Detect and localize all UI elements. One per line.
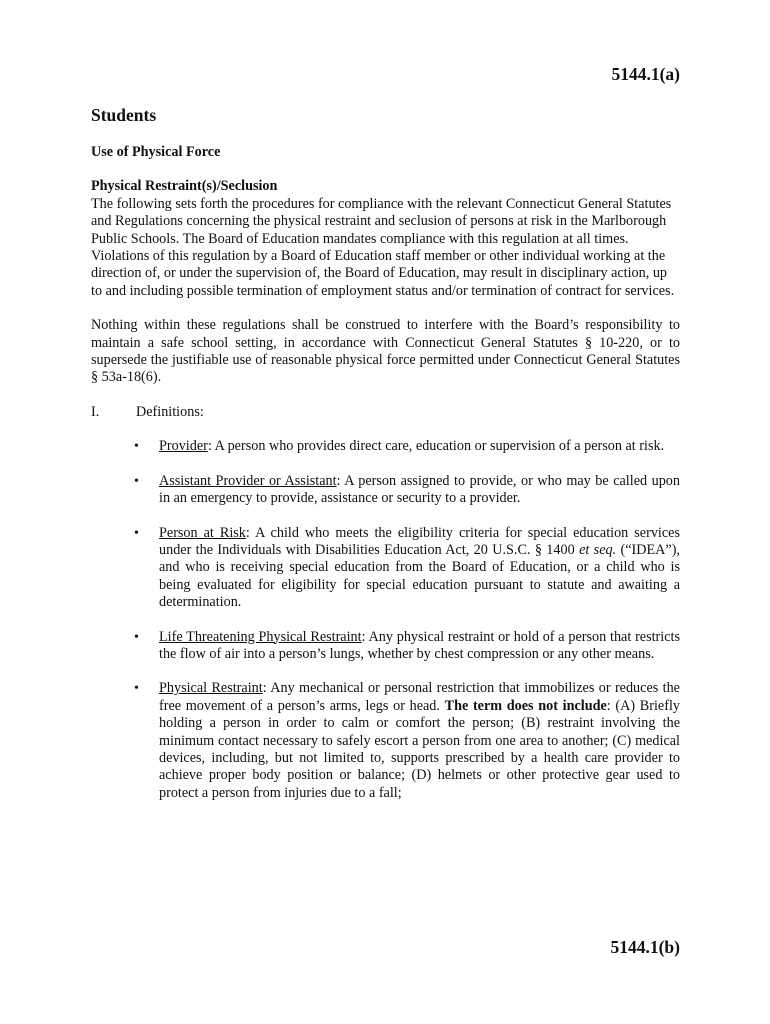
- definition-term: Person at Risk: [159, 524, 246, 541]
- intro-paragraph: The following sets forth the procedures for compliance with the relevant Connecticut General Statutes and Regulations concerning the physical restraint and seclusion of persons at risk in the Marlborough Public Schools. The Board of Education mandates compliance with this regulation at all times. Violations of this regulation by a Board of Education staff member or other individual working at the direction of, or under the supervision of, the Board of Education, may result in disciplinary action, up to and including possible termination of employment status and/or termination of contract for services.: [91, 195, 675, 299]
- definitions-heading-label: Definitions:: [136, 403, 204, 420]
- definitions-heading: [91, 404, 680, 421]
- definition-text: : Any physical restraint or hold of a person that restricts the flow of air into a person’s lungs, whether by chest compression or any other means.: [159, 628, 680, 662]
- bullet-icon: •: [134, 525, 139, 541]
- definition-item-person-at-risk: [91, 525, 680, 612]
- definition-text: (“IDEA”), and who is receiving special education from the Board of Education, or a child who is being evaluated for eligibility for special education pursuant to statute and awaiting a determination.: [159, 541, 680, 611]
- definition-text-bold: The term does not include: [444, 697, 607, 714]
- document-title: Students: [91, 105, 157, 125]
- definition-text: : Any mechanical or personal restriction that immobilizes or reduces the free movement of a person’s arms, legs or head.: [159, 680, 680, 714]
- definition-term: Provider: [159, 438, 208, 455]
- definition-text: : A child who meets the eligibility criteria for special education services under the Individuals with Disabilities Education Act, 20 U.S.C. § 1400: [159, 524, 680, 558]
- definition-item-physical-restraint: [91, 680, 680, 802]
- definition-term: Physical Restraint: [159, 680, 263, 697]
- definition-text: : A person assigned to provide, or who may be called upon in an emergency to provide, assistance or security to a provider.: [159, 472, 680, 507]
- document-subtitle: Use of Physical Force: [91, 144, 221, 160]
- bullet-icon: •: [134, 629, 139, 645]
- definition-item-life-threatening-restraint: [91, 629, 680, 664]
- bullet-icon: •: [134, 439, 139, 455]
- page-number-top: 5144.1(a): [611, 64, 680, 84]
- definition-text: : A person who provides direct care, education or supervision of a person at risk.: [207, 438, 665, 455]
- definition-text-italic: et seq.: [579, 541, 617, 558]
- definition-item-assistant: [91, 473, 680, 508]
- definitions-list: [91, 438, 680, 802]
- document-body: [91, 105, 680, 819]
- definitions-numeral: I.: [91, 403, 100, 420]
- definition-term: Assistant Provider or Assistant: [159, 472, 337, 489]
- responsibility-paragraph: Nothing within these regulations shall be construed to interfere with the Board’s responsibility to maintain a safe school setting, in accordance with Connecticut General Statutes § 10-220, or to supersede the justifiable use of reasonable physical force permitted under Connecticut General Statutes § 53a-18(6).: [91, 317, 680, 386]
- definition-item-provider: [91, 438, 680, 455]
- definition-term: Life Threatening Physical Restraint: [159, 628, 362, 645]
- bullet-icon: •: [134, 681, 139, 697]
- page-number-bottom: 5144.1(b): [610, 937, 680, 957]
- definition-text: : (A) Briefly holding a person in order to calm or comfort the person; (B) restraint involving the minimum contact necessary to safely escort a person from one area to another; (C) medical devices, including, but not limited to, supports prescribed by a health care provider to achieve proper body position or balance; (D) helmets or other protective gear used to protect a person from injuries due to a fall;: [159, 697, 680, 801]
- bullet-icon: •: [134, 473, 139, 489]
- section-heading: Physical Restraint(s)/Seclusion: [91, 178, 278, 195]
